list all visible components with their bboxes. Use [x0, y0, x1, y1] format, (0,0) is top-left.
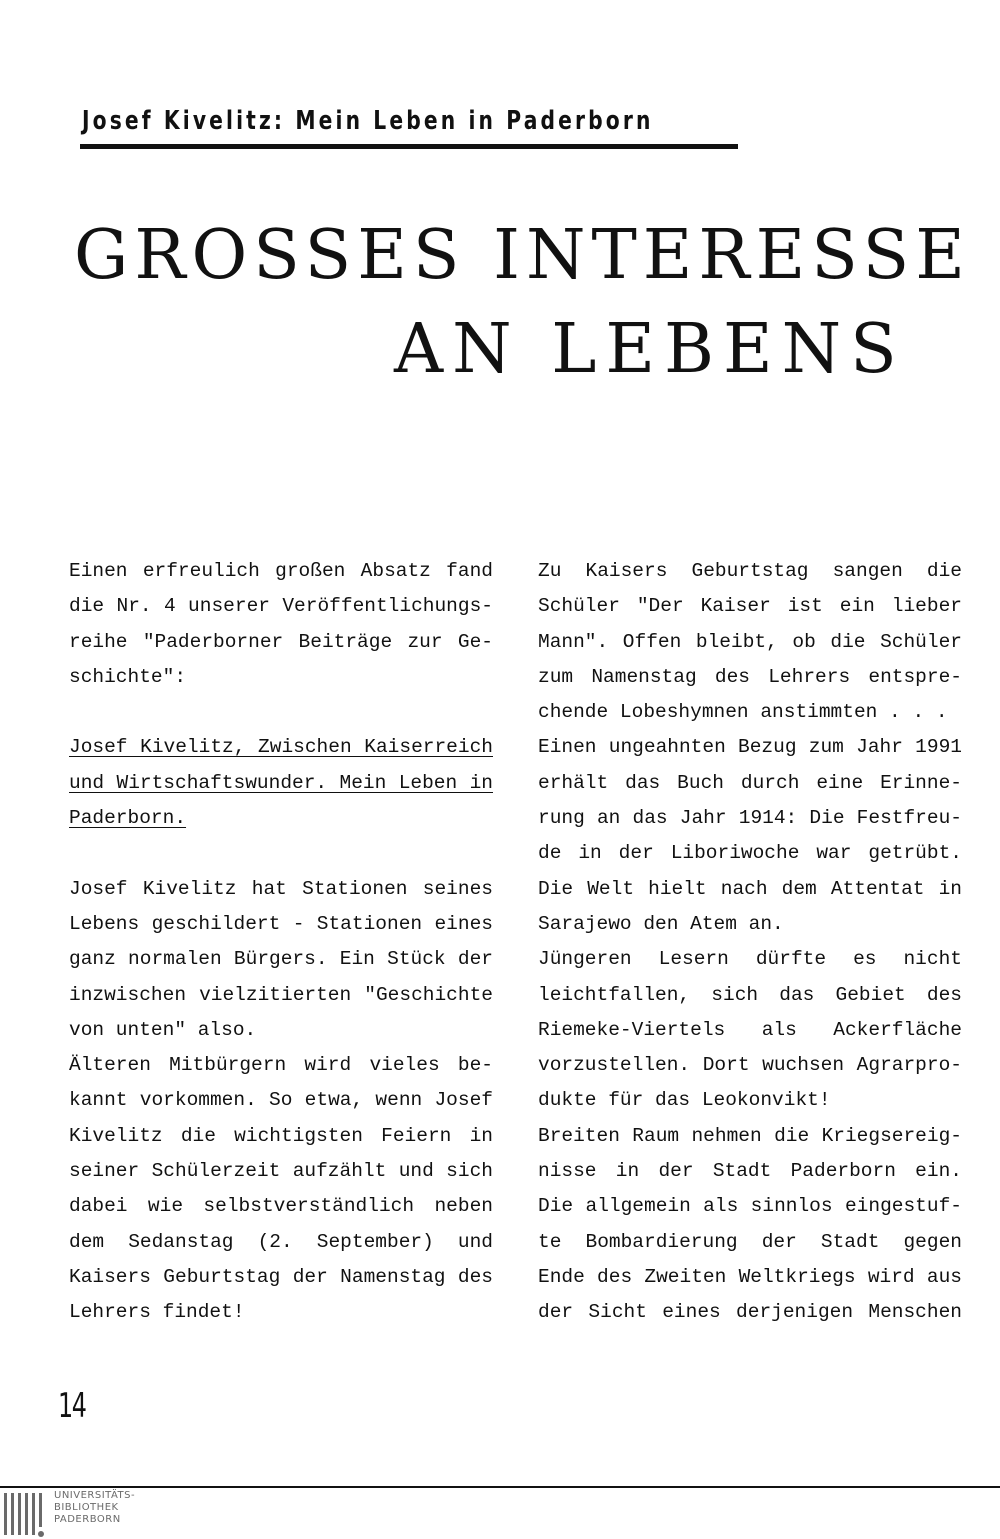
text-line: schichte":	[69, 665, 187, 688]
text-line: Breiten Raum nehmen die Kriegsereig-	[538, 1124, 962, 1147]
text-line: leichtfallen, sich das Gebiet des	[538, 983, 962, 1006]
text-line: von unten" also.	[69, 1018, 257, 1041]
book-title-line: Paderborn.	[69, 807, 187, 830]
library-name-line: BIBLIOTHEK	[54, 1502, 119, 1513]
text-line: de in der Liboriwoche war getrübt.	[538, 842, 962, 865]
left-column	[69, 554, 493, 1331]
text-line: Ende des Zweiten Weltkriegs wird aus	[538, 1265, 962, 1288]
page-number: 14	[58, 1386, 86, 1426]
book-title-line: Josef Kivelitz, Zwischen Kaiserreich	[69, 736, 493, 759]
headline-line-2: AN LEBENS	[394, 310, 906, 389]
paragraph-gap	[69, 695, 493, 730]
text-line: Lebens geschildert - Stationen eines	[69, 912, 493, 935]
text-line: dukte für das Leokonvikt!	[538, 1089, 831, 1112]
text-line: Die Welt hielt nach dem Attentat in	[538, 877, 962, 900]
text-line: reihe "Paderborner Beiträge zur Ge-	[69, 630, 493, 653]
text-line: Kivelitz die wichtigsten Feiern in	[69, 1124, 493, 1147]
text-line: Zu Kaisers Geburtstag sangen die	[538, 560, 962, 582]
text-line: Die allgemein als sinnlos eingestuf-	[538, 1195, 962, 1218]
text-line: chende Lobeshymnen anstimmten . . .	[538, 701, 948, 724]
header-title: Josef Kivelitz: Mein Leben in Paderborn	[82, 106, 654, 136]
text-line: Sarajewo den Atem an.	[538, 912, 784, 935]
text-line: inzwischen vielzitierten "Geschichte	[69, 983, 493, 1006]
text-line: vorzustellen. Dort wuchsen Agrarpro-	[538, 1054, 962, 1077]
text-line: die Nr. 4 unserer Veröffentlichungs-	[69, 595, 493, 618]
text-line: rung an das Jahr 1914: Die Festfreu-	[538, 807, 962, 830]
text-line: Mann". Offen bleibt, ob die Schüler	[538, 630, 962, 653]
paragraph-gap	[69, 836, 493, 871]
text-line: dabei wie selbstverständlich neben	[69, 1195, 493, 1218]
text-line: Kaisers Geburtstag der Namenstag des	[69, 1265, 493, 1288]
text-line: nisse in der Stadt Paderborn ein.	[538, 1160, 962, 1183]
text-line: der Sicht eines derjenigen Menschen	[538, 1301, 962, 1324]
text-line: Jüngeren Lesern dürfte es nicht	[538, 948, 962, 971]
library-name	[54, 1490, 135, 1526]
text-line: dem Sedanstag (2. September) und	[69, 1230, 493, 1253]
text-line: seiner Schülerzeit aufzählt und sich	[69, 1160, 493, 1183]
library-name-line: PADERBORN	[54, 1514, 121, 1525]
text-line: Einen ungeahnten Bezug zum Jahr 1991	[538, 736, 962, 759]
text-line: zum Namenstag des Lehrers entspre-	[538, 665, 962, 688]
text-line: te Bombardierung der Stadt gegen	[538, 1230, 962, 1253]
text-line: Schüler "Der Kaiser ist ein lieber	[538, 595, 962, 618]
footer-rule	[0, 1486, 1000, 1488]
text-line: kannt vorkommen. So etwa, wenn Josef	[69, 1089, 493, 1112]
library-footer	[0, 1489, 140, 1539]
text-line: Lehrers findet!	[69, 1301, 245, 1324]
text-line: Josef Kivelitz hat Stationen seines	[69, 877, 493, 900]
right-column	[538, 554, 962, 1331]
headline-line-1: GROSSES INTERESSE	[74, 216, 971, 295]
text-line: Einen erfreulich großen Absatz fand	[69, 560, 493, 582]
library-name-line: UNIVERSITÄTS-	[54, 1490, 136, 1501]
header-rule	[80, 144, 738, 149]
text-line: ganz normalen Bürgers. Ein Stück der	[69, 948, 493, 971]
text-line: Riemeke-Viertels als Ackerfläche	[538, 1018, 962, 1041]
text-line: Älteren Mitbürgern wird vieles be-	[69, 1054, 493, 1077]
library-barcode-logo-icon	[2, 1489, 52, 1539]
text-line: erhält das Buch durch eine Erinne-	[538, 771, 962, 794]
book-title-line: und Wirtschaftswunder. Mein Leben in	[69, 771, 493, 794]
